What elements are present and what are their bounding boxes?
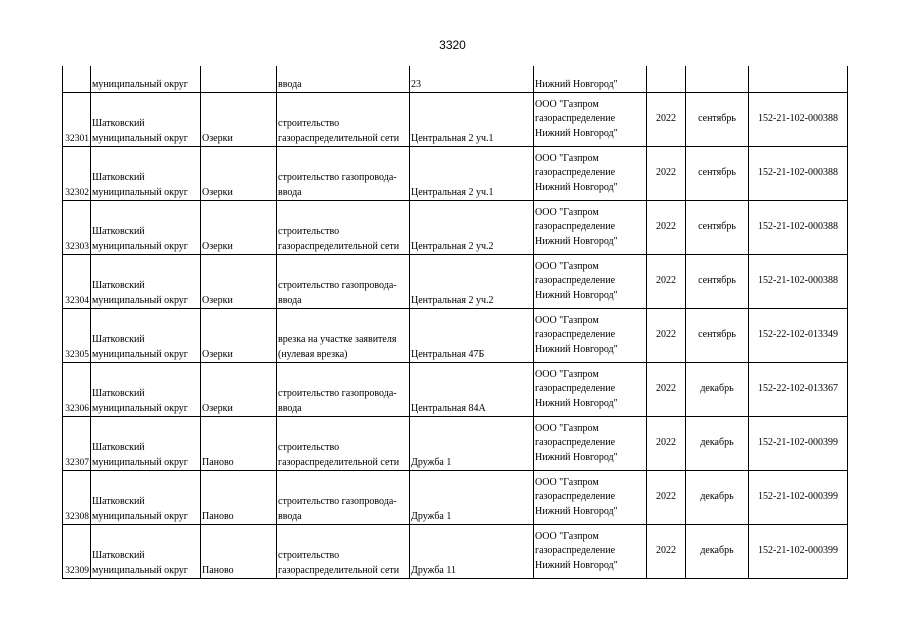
org-line-2: газораспределение (535, 221, 616, 233)
org-line-3: Нижний Новгород" (535, 127, 618, 139)
work-line-2: газораспределительной сети (278, 456, 400, 468)
cell-year: 2022 (647, 525, 686, 579)
cell-address: Центральная 47Б (410, 309, 534, 363)
district-line-1: Шатковский (92, 388, 145, 399)
work-line-2: ввода (278, 402, 302, 414)
cell-district (91, 147, 201, 201)
table-row (63, 417, 848, 471)
cell-code: 152-21-102-000388 (749, 93, 848, 147)
cell-year: 2022 (647, 417, 686, 471)
cell-district (91, 201, 201, 255)
cell-organization (534, 363, 647, 417)
cell-code: 152-21-102-000388 (749, 255, 848, 309)
work-line-2: газораспределительной сети (278, 240, 400, 252)
org-line-3: Нижний Новгород" (535, 343, 618, 355)
table-row (63, 471, 848, 525)
cell-district (91, 363, 201, 417)
work-line-2: ввода (278, 186, 302, 198)
cell-year: 2022 (647, 93, 686, 147)
cell-locality: Паново (201, 417, 277, 471)
district-line-1: Шатковский (92, 118, 145, 129)
district-line-2: муниципальный округ (92, 564, 188, 576)
cell-locality: Озерки (201, 201, 277, 255)
district-line-1: Шатковский (92, 496, 145, 507)
work-line-1: строительство (278, 118, 340, 129)
district-line-2: муниципальный округ (92, 348, 188, 360)
table-row (63, 525, 848, 579)
district-line-2: муниципальный округ (92, 240, 188, 252)
cell-address: Центральная 2 уч.2 (410, 201, 534, 255)
work-line-2: газораспределительной сети (278, 132, 400, 144)
work-line-1: строительство (278, 226, 340, 237)
cell-month: сентябрь (686, 255, 749, 309)
cell-work-type (277, 93, 410, 147)
table-row (63, 201, 848, 255)
cell-year: 2022 (647, 201, 686, 255)
cell-code: 152-22-102-013367 (749, 363, 848, 417)
cell-number: 32307 (63, 417, 91, 471)
district-line-2: муниципальный округ (92, 510, 188, 522)
work-line-2: (нулевая врезка) (278, 348, 348, 360)
cell-work-type (277, 255, 410, 309)
district-line-2: муниципальный округ (92, 186, 188, 198)
org-line-3: Нижний Новгород" (535, 235, 618, 247)
cell-address: Дружба 1 (410, 417, 534, 471)
org-line-3: Нижний Новгород" (535, 181, 618, 193)
org-line-1: ООО "Газпром (535, 314, 599, 326)
org-line-3: Нижний Новгород" (535, 451, 618, 463)
cell-month: декабрь (686, 363, 749, 417)
org-line-2: газораспределение (535, 437, 616, 449)
district-line-1: Шатковский (92, 334, 145, 345)
table-row (63, 93, 848, 147)
cell-month: декабрь (686, 525, 749, 579)
district-line-1: Шатковский (92, 172, 145, 183)
cell-locality (201, 66, 277, 93)
cell-locality: Озерки (201, 309, 277, 363)
cell-work-type (277, 471, 410, 525)
cell-locality: Озерки (201, 147, 277, 201)
cell-number: 32303 (63, 201, 91, 255)
cell-address: Центральная 84А (410, 363, 534, 417)
cell-district (91, 471, 201, 525)
cell-locality: Озерки (201, 255, 277, 309)
org-line-1: ООО "Газпром (535, 206, 599, 218)
work-line-1: строительство (278, 550, 340, 561)
work-line-1: строительство газопровода- (278, 388, 397, 399)
cell-code: 152-21-102-000388 (749, 201, 848, 255)
org-line-2: газораспределение (535, 491, 616, 503)
table-body (63, 66, 848, 579)
cell-year: 2022 (647, 309, 686, 363)
work-line-2: газораспределительной сети (278, 564, 400, 576)
cell-number: 32308 (63, 471, 91, 525)
cell-district (91, 93, 201, 147)
cell-number: 32309 (63, 525, 91, 579)
cell-locality: Озерки (201, 93, 277, 147)
cell-work-type (277, 201, 410, 255)
work-line-1: строительство (278, 442, 340, 453)
org-line-3: Нижний Новгород" (535, 289, 618, 301)
cell-work-type (277, 417, 410, 471)
cell-number: 32302 (63, 147, 91, 201)
org-line-3: Нижний Новгород" (535, 397, 618, 409)
cell-address: Центральная 2 уч.1 (410, 147, 534, 201)
org-line-3: Нижний Новгород" (535, 559, 618, 571)
district-line-2: муниципальный округ (92, 402, 188, 414)
table-row (63, 363, 848, 417)
cell-month: сентябрь (686, 147, 749, 201)
cell-work-type: ввода (277, 66, 410, 93)
cell-code: 152-22-102-013349 (749, 309, 848, 363)
cell-year (647, 66, 686, 93)
cell-work-type (277, 525, 410, 579)
work-line-2: ввода (278, 510, 302, 522)
cell-work-type (277, 147, 410, 201)
org-line-2: газораспределение (535, 113, 616, 125)
work-line-1: строительство газопровода- (278, 172, 397, 183)
cell-organization (534, 309, 647, 363)
cell-district (91, 525, 201, 579)
cell-organization (534, 525, 647, 579)
org-line-1: ООО "Газпром (535, 476, 599, 488)
cell-month: сентябрь (686, 93, 749, 147)
cell-year: 2022 (647, 147, 686, 201)
cell-organization (534, 255, 647, 309)
cell-address: Центральная 2 уч.2 (410, 255, 534, 309)
org-line-1: ООО "Газпром (535, 530, 599, 542)
district-line-1: Шатковский (92, 226, 145, 237)
cell-number: 32306 (63, 363, 91, 417)
cell-number: 32305 (63, 309, 91, 363)
org-line-1: ООО "Газпром (535, 260, 599, 272)
cell-locality: Паново (201, 471, 277, 525)
cell-organization: Нижний Новгород" (534, 66, 647, 93)
cell-code: 152-21-102-000399 (749, 471, 848, 525)
district-line-2: муниципальный округ (92, 456, 188, 468)
table-row (63, 147, 848, 201)
cell-code (749, 66, 848, 93)
cell-number (63, 66, 91, 93)
cell-month (686, 66, 749, 93)
cell-code: 152-21-102-000388 (749, 147, 848, 201)
org-line-2: газораспределение (535, 383, 616, 395)
cell-organization (534, 471, 647, 525)
work-line-1: строительство газопровода- (278, 496, 397, 507)
table-row (63, 309, 848, 363)
work-line-1: врезка на участке заявителя (278, 334, 397, 345)
district-line-1: Шатковский (92, 550, 145, 561)
district-line-2: муниципальный округ (92, 294, 188, 306)
org-line-2: газораспределение (535, 275, 616, 287)
cell-address: Дружба 1 (410, 471, 534, 525)
cell-district (91, 417, 201, 471)
cell-month: декабрь (686, 471, 749, 525)
org-line-2: газораспределение (535, 545, 616, 557)
cell-code: 152-21-102-000399 (749, 417, 848, 471)
district-line-1: Шатковский (92, 280, 145, 291)
gas-registry-table (62, 66, 848, 579)
table-row-continued (63, 66, 848, 93)
cell-address: Дружба 11 (410, 525, 534, 579)
org-line-1: ООО "Газпром (535, 368, 599, 380)
cell-address: 23 (410, 66, 534, 93)
cell-work-type (277, 309, 410, 363)
district-line-2: муниципальный округ (92, 132, 188, 144)
cell-district (91, 255, 201, 309)
work-line-2: ввода (278, 294, 302, 306)
cell-month: сентябрь (686, 201, 749, 255)
cell-number: 32304 (63, 255, 91, 309)
cell-address: Центральная 2 уч.1 (410, 93, 534, 147)
org-line-3: Нижний Новгород" (535, 505, 618, 517)
org-line-1: ООО "Газпром (535, 422, 599, 434)
org-line-2: газораспределение (535, 329, 616, 341)
cell-district (91, 309, 201, 363)
table-row (63, 255, 848, 309)
cell-locality: Озерки (201, 363, 277, 417)
cell-month: сентябрь (686, 309, 749, 363)
cell-month: декабрь (686, 417, 749, 471)
cell-district: муниципальный округ (91, 66, 201, 93)
cell-organization (534, 417, 647, 471)
org-line-2: газораспределение (535, 167, 616, 179)
cell-number: 32301 (63, 93, 91, 147)
work-line-1: строительство газопровода- (278, 280, 397, 291)
cell-code: 152-21-102-000399 (749, 525, 848, 579)
district-line-1: Шатковский (92, 442, 145, 453)
cell-locality: Паново (201, 525, 277, 579)
org-line-1: ООО "Газпром (535, 152, 599, 164)
cell-work-type (277, 363, 410, 417)
cell-year: 2022 (647, 363, 686, 417)
cell-organization (534, 201, 647, 255)
cell-organization (534, 93, 647, 147)
cell-year: 2022 (647, 255, 686, 309)
cell-year: 2022 (647, 471, 686, 525)
org-line-1: ООО "Газпром (535, 98, 599, 110)
cell-organization (534, 147, 647, 201)
page-number: 3320 (439, 38, 466, 52)
